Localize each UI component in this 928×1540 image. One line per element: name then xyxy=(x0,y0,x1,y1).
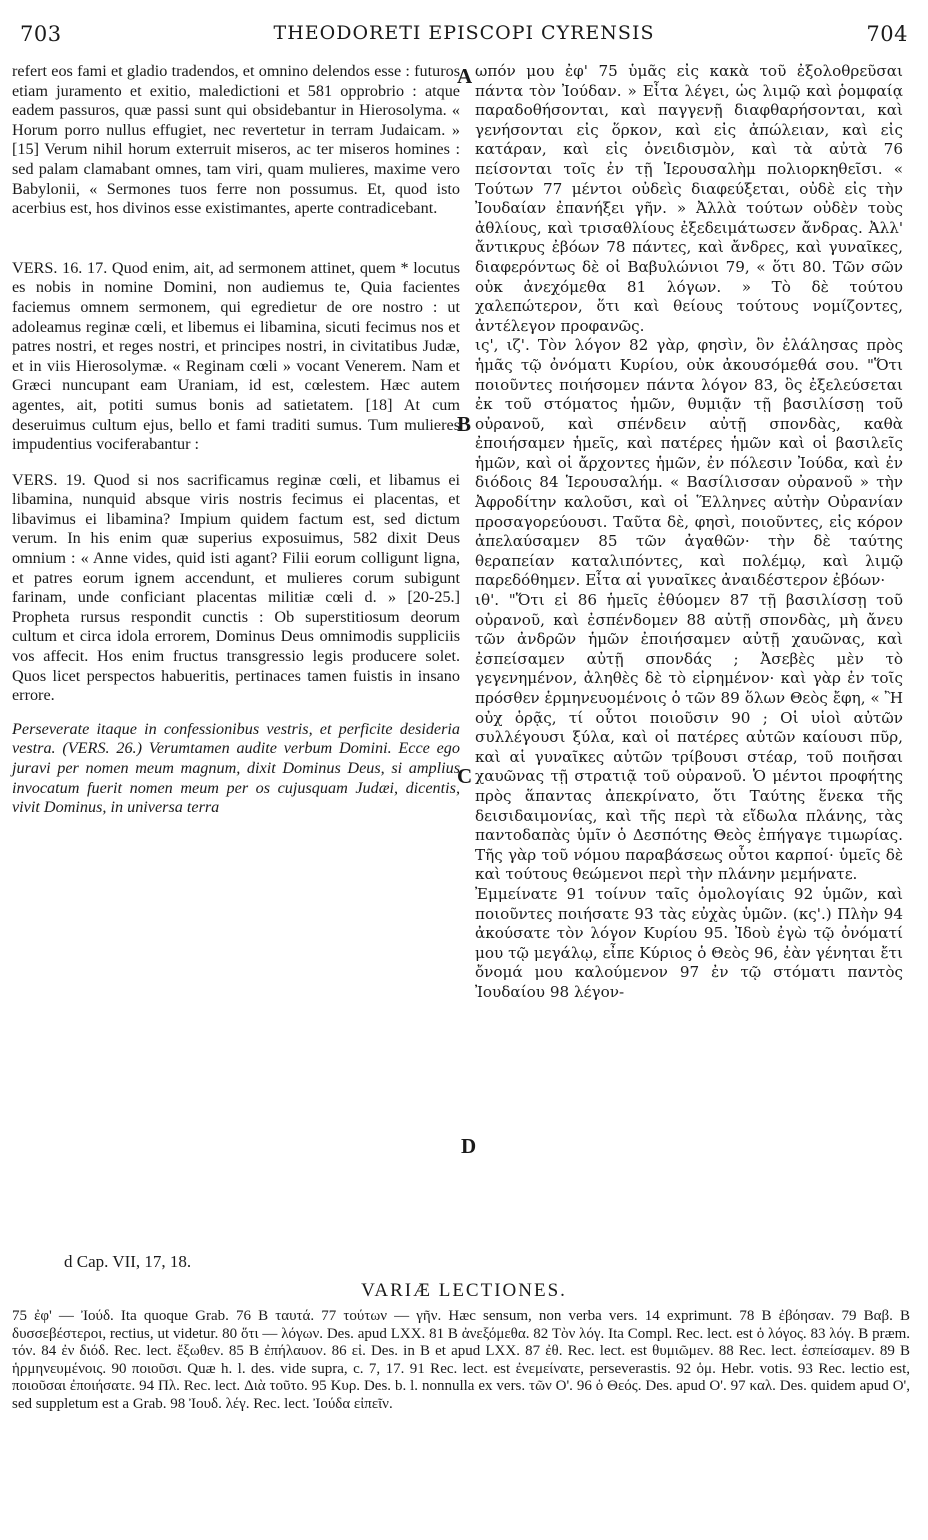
running-title: THEODORETI EPISCOPI CYRENSIS xyxy=(273,22,655,44)
latin-column xyxy=(12,62,460,818)
latin-paragraph-1: refert eos fami et gladio tradendos, et omnino delendos esse : futuros etiam juramento et exitio, maledictioni et 581 opprobrio : atque eadem passuros, quæ passi sunt qui obsidebantur in Hierosolyma. « Horum porro nullus effugiet, nec revertetur in terram Judaicam. » [15] Verum nihil horum exterruit miseros, ac ter miseros homines : sed palam clamabant omnes, tam viri, quam mulieres, maxime vero Babylonii, « Sermones tuos ferre non possumus. Et, quod isto acerbius est, hos divinos esse existimantes, aperte contradicebant. xyxy=(12,62,460,218)
page-header xyxy=(20,22,908,52)
greek-paragraph-2: ις', ιζ'. Τὸν λόγον 82 γὰρ, φησὶν, ὃν ἐλάλησας πρὸς ἡμᾶς τῷ ὀνόματι Κυρίου, οὐκ ἀκουσόμεθά σου. "Ὅτι ποιοῦντες ποιήσομεν πάντα λόγον 83, ὃς ἐξελεύσεται ἐκ τοῦ στόματος ἡμῶν, θυμιᾷν τῇ βασιλίσσῃ τοῦ οὐρανοῦ, καὶ σπένδειν αὐτῇ σπονδὰς, καθὰ ἐποιήσαμεν ἡμεῖς, καὶ πατέρες ἡμῶν καὶ οἱ βασιλεῖς ἡμῶν, καὶ οἱ ἄρχοντες ἡμῶν, ἐν πόλεσιν Ἰούδα, καὶ ἐν διόδοις 84 Ἱερουσαλήμ. « Βασίλισσαν οὐρανοῦ » τὴν Ἀφροδίτην καλοῦσι, καὶ οἱ Ἕλληνες αὐτὴν Οὐρανίαν προσαγορεύουσι. Ταῦτα δὲ, φησὶ, ποιοῦντες, εἰς κόρον ἀπελαύσαμεν 85 τῶν ἀγαθῶν· τὴν δὲ ταύτης θεραπείαν καταλιπόντες, καὶ πολέμῳ, καὶ λιμῷ παρεδόθημεν. Εἶτα αἱ γυναῖκες ἀναιδέστερον ἐβόων· xyxy=(475,336,903,590)
variae-lectiones-text: 75 ἐφ' — Ἰούδ. Ita quoque Grab. 76 B ταυτά. 77 τούτων — γῆν. Hæc sensum, non verba vers. 14 exprimunt. 78 B ἐβόησαν. 79 Βαβ. B δυσσεβέστεροι, rectius, ut videtur. 80 ὅτι — λόγων. Des. apud LXX. 81 B ἀνεξόμεθα. 82 Τὸν λόγ. Ita Compl. Rec. lect. est ὁ λόγος. 83 λόγ. B præm. τόν. 84 ἐν διόδ. Rec. lect. ἔξωθεν. 85 B ἐπήλαυον. 86 εἰ. Des. in B et apud LXX. 87 ἐθ. Rec. lect. est θυμιῶμεν. 88 Rec. lect. ἐσπείσαμεν. 89 B ἡρμηνευμένοις. 90 ποιοῦσι. Quæ h. l. des. vide supra, c. 7, 17. 91 Rec. lect. est ἐνεμείνατε, perseverastis. 92 ὁμ. Hebr. votis. 93 Rec. lectio est, ποιοῦσαι ἐποιήσατε. 94 Πλ. Rec. lect. Διὰ τοῦτο. 95 Κυρ. Des. b. l. nonnulla ex vers. τῶν Ο'. 96 ὁ Θεός. Des. apud Ο'. 97 καλ. Des. quidem apud Ο', sed suppletum est a Grab. 98 Ἰουδ. λέγ. Rec. lect. Ἰούδα εἰπεῖν. xyxy=(12,1308,910,1412)
section-marker-a: A xyxy=(457,64,473,88)
section-marker-d: D xyxy=(461,1134,477,1158)
greek-paragraph-1: ωπόν μου ἐφ' 75 ὑμᾶς εἰς κακὰ τοῦ ἐξολοθρεῦσαι πάντα τὸν Ἰούδαν. » Εἶτα λέγει, ὡς λιμῷ καὶ ῥομφαίᾳ παραδοθήσονται, καὶ παγγενῇ διαφθαρήσονται, καὶ γενήσονται εἰς ὅρκον, καὶ εἰς ἀπώλειαν, καὶ εἰς κατάραν, καὶ εἰς ὀνειδισμὸν, καὶ τὰ αὐτὰ 76 πείσονται τοῖς ἐν τῇ Ἱερουσαλὴμ πολιορκηθεῖσι. « Τούτων 77 μέντοι οὐδεὶς διαφεύξεται, οὐδὲ εἰς τὴν Ἰουδαίαν ἐπανήξει γῆν. » Ἀλλὰ τούτων οὐδὲν τοὺς ἀθλίους, καὶ τρισαθλίους ἐξεδειμάτωσεν ἄνδρας. Ἀλλ' ἄντικρυς ἐβόων 78 πάντες, καὶ ἄνδρες, καὶ γυναῖκες, διαφερόντως δὲ οἱ Βαβυλώνιοι 79, « ὅτι 80. Τῶν σῶν οὐκ ἀνεχόμεθα 81 λόγων. » Τὸ δὲ τούτου χαλεπώτερον, ὅτι καὶ θείους τούτους νομίζοντες, ἀντέλεγον προφανῶς. xyxy=(475,62,903,335)
variae-lectiones-title: VARIÆ LECTIONES. xyxy=(361,1280,567,1301)
right-page-number: 704 xyxy=(866,22,908,46)
greek-paragraph-4: Ἐμμείνατε 91 τοίνυν ταῖς ὁμολογίαις 92 ὑμῶν, καὶ ποιοῦντες ποιήσατε 93 τὰς εὐχὰς ὑμῶν. (κς'.) Πλὴν 94 ἀκούσατε τὸν λόγον Κυρίου 95. Ἰδοὺ ἐγὼ τῷ ὀνόματί μου τῷ μεγάλῳ, εἶπε Κύριος ὁ Θεὸς 96, ἐὰν γένηται ἔτι ὄνομά μου καλούμενον 97 ἐν τῷ στόματι παντὸς Ἰουδαίου 98 λέγον- xyxy=(475,884,903,1001)
left-page-number: 703 xyxy=(20,22,62,46)
latin-paragraph-2: VERS. 16. 17. Quod enim, ait, ad sermonem attinet, quem * locutus es nobis in nomine Domini, non audiemus te, Quia facientes faciemus omnem sermonem, qui egredietur de ore nostro : ut adoleamus reginæ cœli, et libemus ei libamina, sicuti fecimus nos et patres nostri, et reges nostri, et principes nostri, in civitatibus Judæ, et in viis Hierosolymæ. « Reginam cœli » vocant Venerem. Nam et Græci nuncupant eam Uraniam, id est, cœlestem. Hæc autem agentes, ait, potiti sumus bonis ad satietatem. [18] At cum deseruimus cultum ejus, bello et fami traditi sumus. Tum mulieres impudentius vociferabantur : xyxy=(12,258,460,454)
greek-column xyxy=(475,62,903,1003)
section-marker-b: B xyxy=(457,412,472,436)
latin-paragraph-3: VERS. 19. Quod si nos sacrificamus reginæ cœli, et libamus ei libamina, nunquid absque viris nostris fecimus ei placentas, et libavimus ei libamina? Impium quidem factum est, sed dictum verum. In his enim quæ superius exposuimus, 582 dixit Deus omnium : « Anne vides, quid isti agant? Filii eorum colligunt ligna, et patres eorum ignem accendunt, et mulieres corum subigunt farinam, unde conficiant placentas militiæ cœli d. » [20-25.] Propheta rursus respondit cunctis : Ob superstitiosum deorum cultum et circa idola errorem, Dominus Deus omnimodis suppliciis vos affecit. Hos enim fructus transgressio legis producere solet. Quos licet perspectos habueritis, pertinaces tamen fuistis in insano errore. xyxy=(12,470,460,705)
greek-paragraph-3: ιθ'. "Ὅτι εἰ 86 ἡμεῖς ἐθύομεν 87 τῇ βασιλίσσῃ τοῦ οὐρανοῦ, καὶ ἐσπένδομεν 88 αὐτῇ σπονδὰς, μὴ ἄνευ τῶν ἀνδρῶν ἡμῶν ἐποιήσαμεν αὐτῇ χαυῶνας, καὶ ἐσπείσαμεν αὐτῇ σπονδάς ; Ἀσεβὲς μὲν τὸ γεγενημένον, ἀληθὲς δὲ τὸ εἰρημένον· καὶ γὰρ ἐν τοῖς πρόσθεν ἑρμηνευομένοις ὁ τῶν 89 ὅλων Θεὸς ἔφη, « Ἢ οὐχ ὁρᾷς, τί οὗτοι ποιοῦσιν 90 ; Οἱ υἱοὶ αὐτῶν συλλέγουσι ξύλα, καὶ οἱ πατέρες αὐτῶν καίουσι πῦρ, καὶ αἱ γυναῖκες αὐτῶν τρίβουσι στέαρ, τοῦ ποιῆσαι χαυῶνας τῇ στρατιᾷ τοῦ οὐρανοῦ. Ὁ μέντοι προφήτης πρὸς ἅπαντας ἀπεκρίνατο, ὅτι Ταύτης ἕνεκα τῆς δεισιδαιμονίας, καὶ τῆς περὶ τὰ εἴδωλα πλάνης, τὰς παντοδαπὰς ὑμῖν ὁ Δεσπότης Θεὸς ἐπήγαγε τιμωρίας. Τῆς γὰρ τοῦ νόμου παραβάσεως οὗτοι καρποί· ὑμεῖς δὲ καὶ τούτους θεώμενοι περὶ τὴν πλάνην μεμήνατε. xyxy=(475,591,903,884)
section-marker-c: C xyxy=(457,764,473,788)
footnote: d Cap. VII, 17, 18. xyxy=(64,1252,192,1271)
latin-paragraph-4: Perseverate itaque in confessionibus vestris, et perficite desideria vestra. (VERS. 26.) Verumtamen audite verbum Domini. Ecce ego juravi per nomen meum magnum, dixit Dominus Deus, si amplius invocatum fuerit nomen meum per os cujusquam Judæi, dicentis, vivit Dominus, in universa terra xyxy=(12,719,460,817)
